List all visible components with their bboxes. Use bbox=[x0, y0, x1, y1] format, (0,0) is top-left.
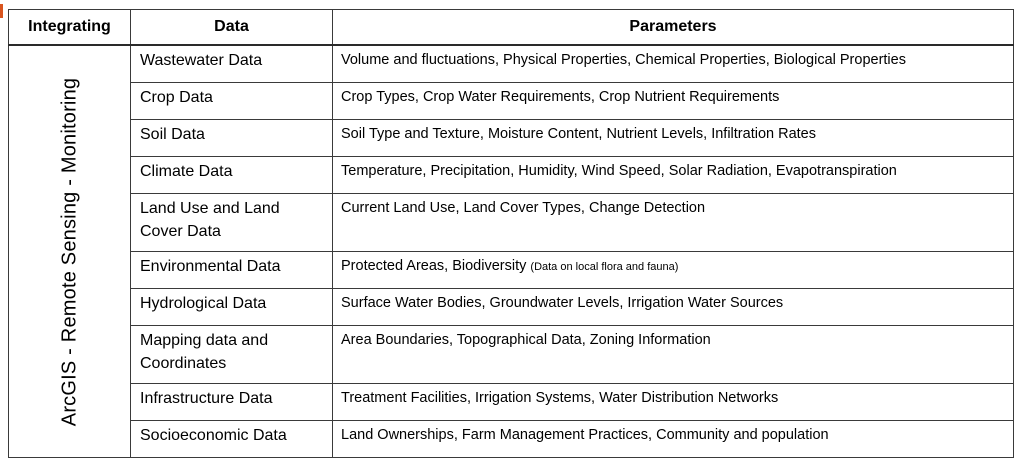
table-row bbox=[9, 83, 1014, 120]
data-cell: Hydrological Data bbox=[131, 289, 333, 326]
parameters-cell: Surface Water Bodies, Groundwater Levels, Irrigation Water Sources bbox=[333, 289, 1014, 326]
parameters-cell bbox=[333, 252, 1014, 289]
header-integrating: Integrating bbox=[9, 10, 131, 46]
data-cell: Socioeconomic Data bbox=[131, 421, 333, 458]
data-cell: Infrastructure Data bbox=[131, 384, 333, 421]
data-cell: Soil Data bbox=[131, 120, 333, 157]
corner-mark bbox=[0, 4, 3, 18]
table-row bbox=[9, 384, 1014, 421]
data-cell: Wastewater Data bbox=[131, 45, 333, 83]
parameters-cell: Volume and fluctuations, Physical Properties, Chemical Properties, Biological Properties bbox=[333, 45, 1014, 83]
table-row bbox=[9, 157, 1014, 194]
table-row bbox=[9, 289, 1014, 326]
table-row bbox=[9, 120, 1014, 157]
parameters-text: Protected Areas, Biodiversity bbox=[341, 258, 531, 274]
header-parameters: Parameters bbox=[333, 10, 1014, 46]
parameters-cell: Current Land Use, Land Cover Types, Change Detection bbox=[333, 194, 1014, 252]
parameters-cell: Soil Type and Texture, Moisture Content, Nutrient Levels, Infiltration Rates bbox=[333, 120, 1014, 157]
parameters-note: (Data on local flora and fauna) bbox=[530, 261, 679, 273]
header-row bbox=[9, 10, 1014, 46]
table-row bbox=[9, 194, 1014, 252]
table-row bbox=[9, 45, 1014, 83]
data-cell: Land Use and Land Cover Data bbox=[131, 194, 333, 252]
parameters-cell: Temperature, Precipitation, Humidity, Wind Speed, Solar Radiation, Evapotranspiration bbox=[333, 157, 1014, 194]
data-parameters-table bbox=[8, 9, 1014, 458]
integrating-label: ArcGIS - Remote Sensing - Monitoring bbox=[58, 77, 80, 426]
table-row bbox=[9, 421, 1014, 458]
data-cell: Climate Data bbox=[131, 157, 333, 194]
header-data: Data bbox=[131, 10, 333, 46]
data-cell: Environmental Data bbox=[131, 252, 333, 289]
integrating-cell bbox=[9, 45, 131, 458]
table-row bbox=[9, 326, 1014, 384]
parameters-cell: Crop Types, Crop Water Requirements, Crop Nutrient Requirements bbox=[333, 83, 1014, 120]
parameters-cell: Area Boundaries, Topographical Data, Zoning Information bbox=[333, 326, 1014, 384]
parameters-cell: Treatment Facilities, Irrigation Systems, Water Distribution Networks bbox=[333, 384, 1014, 421]
data-cell: Crop Data bbox=[131, 83, 333, 120]
parameters-cell: Land Ownerships, Farm Management Practices, Community and population bbox=[333, 421, 1014, 458]
data-cell: Mapping data and Coordinates bbox=[131, 326, 333, 384]
table-row bbox=[9, 252, 1014, 289]
